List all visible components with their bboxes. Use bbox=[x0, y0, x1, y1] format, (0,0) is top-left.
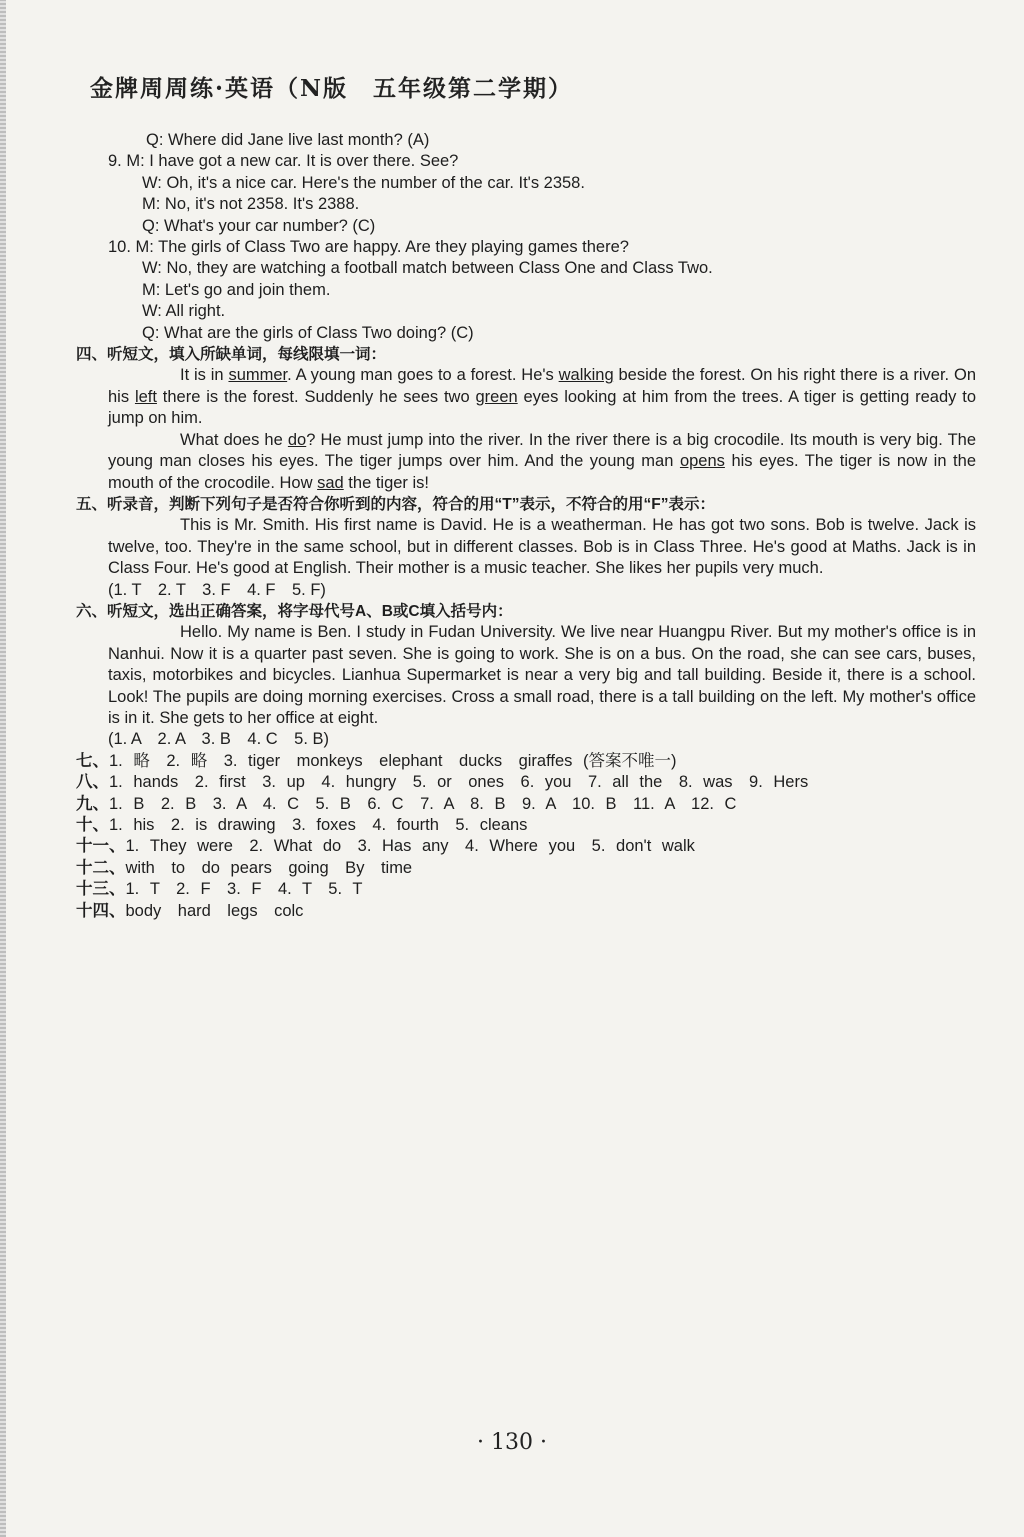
dialogue-line: W: No, they are watching a football match between Class One and Class Two. bbox=[142, 259, 713, 278]
answer-text: body hard legs colc bbox=[125, 901, 304, 920]
section-6-answers: (1. A 2. A 3. B 4. C 5. B) bbox=[108, 730, 330, 749]
text-segment: ? He must jump into the river. In the river there is a big crocodile. Its mouth is very big. The young man closes his eyes. The tiger jumps over him. And the young man bbox=[108, 430, 977, 471]
section-6-paragraph: Hello. My name is Ben. I study in Fudan University. We live near Huangpu River. But my mother's office is in Nanhui. Now it is a quarter past seven. She is going to work. She is on a bus. On the road, she can see cars, buses, taxis, motorbikes and bicycles. Lianhua Supermarket is near a very big and tall building. Beside it, there is a school. Look! The pupils are doing morning exercises. Cross a small road, there is a tall building on the left. My mother's office is in it. She gets to her office at eight. bbox=[108, 623, 976, 727]
answer-row bbox=[76, 879, 976, 900]
dialogue-line: 10. M: The girls of Class Two are happy. Are they playing games there? bbox=[108, 238, 629, 257]
dialogue-line: Q: Where did Jane live last month? (A) bbox=[146, 131, 430, 149]
dialogue-block bbox=[76, 130, 976, 344]
section-6-heading: 六、听短文，选出正确答案，将字母代号A、B或C填入括号内： bbox=[76, 602, 513, 620]
answer-row bbox=[76, 836, 976, 857]
text-segment: beside the forest. On his right there is a river. On his bbox=[108, 366, 976, 406]
filled-blank: walking bbox=[558, 366, 614, 385]
page-number: · 130 · bbox=[477, 1430, 547, 1455]
page-content bbox=[76, 130, 976, 922]
dialogue-line: Q: What are the girls of Class Two doing? (C) bbox=[142, 323, 474, 342]
answer-text: 1. T 2. F 3. F 4. T 5. T bbox=[125, 880, 363, 899]
text-segment: What does he bbox=[180, 430, 288, 449]
section-4-paragraph-1 bbox=[76, 365, 976, 429]
text-segment: his eyes. The tiger is now in the mouth of the crocodile. How bbox=[108, 452, 976, 492]
text-segment: there is the forest. Suddenly he sees two bbox=[156, 387, 476, 406]
text-segment: eyes looking at him from the trees. A tiger is getting ready to jump on him. bbox=[108, 387, 976, 428]
answer-text: 1. They were 2. What do 3. Has any 4. Where you 5. don't walk bbox=[125, 837, 695, 856]
answer-text: 1. his 2. is drawing 3. foxes 4. fourth 5. cleans bbox=[109, 816, 528, 834]
section-5-answers: (1. T 2. T 3. F 4. F 5. F) bbox=[108, 580, 326, 599]
answer-text: with to do pears going By time bbox=[125, 858, 413, 877]
answer-section-number: 十三、 bbox=[76, 880, 126, 899]
text-segment: . A young man goes to a forest. He's bbox=[287, 366, 559, 385]
filled-blank: left bbox=[134, 387, 157, 406]
answer-row bbox=[76, 901, 976, 922]
answer-section-number: 十一、 bbox=[76, 837, 126, 856]
answer-section-number: 七、 bbox=[76, 751, 109, 770]
answer-key-list bbox=[76, 751, 976, 922]
dialogue-line: M: Let's go and join them. bbox=[142, 280, 331, 299]
dialogue-line: Q: What's your car number? (C) bbox=[142, 216, 376, 235]
filled-blank: summer bbox=[228, 366, 288, 385]
filled-blank: do bbox=[287, 430, 307, 449]
filled-blank: green bbox=[475, 387, 518, 406]
answer-text: 1. B 2. B 3. A 4. C 5. B 6. C 7. A 8. B 9. A 10. B 11. A 12. C bbox=[109, 794, 737, 813]
answer-section-number: 十、 bbox=[76, 816, 109, 834]
answer-section-number: 九、 bbox=[76, 794, 109, 813]
dialogue-line: M: No, it's not 2358. It's 2388. bbox=[142, 195, 360, 214]
answer-section-number: 八、 bbox=[76, 773, 109, 792]
dialogue-line: 9. M: I have got a new car. It is over there. See? bbox=[108, 152, 459, 171]
answer-section-number: 十四、 bbox=[76, 901, 126, 920]
answer-row bbox=[76, 815, 976, 836]
text-segment: It is in bbox=[180, 366, 229, 385]
dialogue-line: W: Oh, it's a nice car. Here's the number of the car. It's 2358. bbox=[142, 173, 585, 192]
text-segment: the tiger is! bbox=[343, 473, 430, 492]
page-header: 金牌周周练·英语（N版 五年级第二学期） bbox=[90, 75, 574, 102]
section-4-paragraph-2 bbox=[76, 430, 976, 494]
section-4-heading: 四、听短文，填入所缺单词，每线限填一词： bbox=[76, 346, 387, 364]
answer-row bbox=[76, 858, 976, 879]
answer-row bbox=[76, 772, 976, 793]
answer-row bbox=[76, 751, 976, 772]
filled-blank: sad bbox=[317, 473, 344, 492]
answer-text: 1. 略 2. 略 3. tiger monkeys elephant ducks giraffes (答案不唯一) bbox=[109, 751, 677, 770]
section-5-heading: 五、听录音，判断下列句子是否符合你听到的内容，符合的用“T”表示，不符合的用“F”表示： bbox=[76, 495, 715, 513]
answer-section-number: 十二、 bbox=[76, 858, 126, 877]
dialogue-line: W: All right. bbox=[142, 302, 226, 321]
answer-row bbox=[76, 794, 976, 815]
filled-blank: opens bbox=[679, 452, 725, 471]
page-edge bbox=[0, 0, 6, 1537]
answer-text: 1. hands 2. first 3. up 4. hungry 5. or ones 6. you 7. all the 8. was 9. Hers bbox=[109, 773, 809, 792]
section-5-paragraph: This is Mr. Smith. His first name is David. He is a weatherman. He has got two sons. Bob is twelve. Jack is twelve, too. They're in the same school, but in different classes. Bob is in Class Three. He's good at Maths. Jack is in Class Four. He's good at English. Their mother is a music teacher. She likes her pupils very much. bbox=[108, 516, 976, 578]
